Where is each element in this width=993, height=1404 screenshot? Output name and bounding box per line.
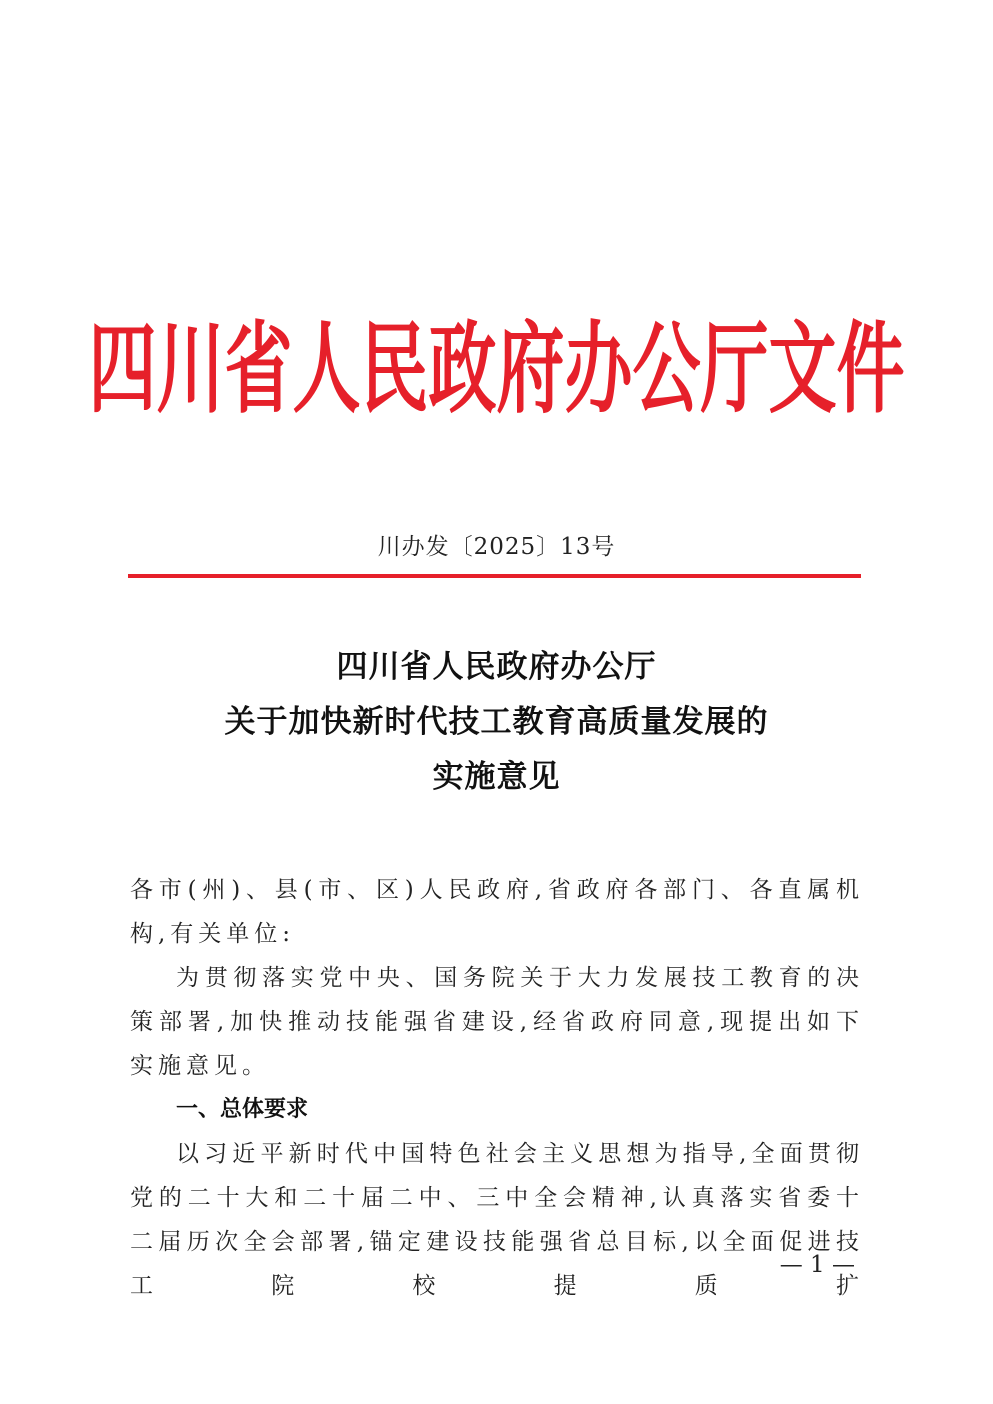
document-masthead xyxy=(88,296,905,427)
section-1-paragraph: 以习近平新时代中国特色社会主义思想为指导,全面贯彻党的二十大和二十届二中、三中全会精神,认真落实省委十二届历次全会部署,锚定建设技能强省总目标,以全面促进技工院校提质扩 xyxy=(130,1141,864,1299)
document-number: 川办发〔2025〕13号 xyxy=(377,534,616,560)
intro-paragraph: 为贯彻落实党中央、国务院关于大力发展技工教育的决策部署,加快推动技能强省建设,经省政府同意,现提出如下实施意见。 xyxy=(130,965,864,1079)
title-line-2: 关于加快新时代技工教育高质量发展的 xyxy=(224,704,769,740)
red-divider-line xyxy=(128,574,861,578)
document-title xyxy=(0,640,993,805)
masthead-title: 四川省人民政府办公厅文件 xyxy=(88,310,905,427)
title-line-1: 四川省人民政府办公厅 xyxy=(336,649,657,685)
section-heading-general-requirements: 一、总体要求 xyxy=(176,1097,309,1122)
addressee-paragraph: 各市(州)、县(市、区)人民政府,省政府各部门、各直属机构,有关单位: xyxy=(130,877,864,947)
title-line-3: 实施意见 xyxy=(432,759,561,795)
document-body xyxy=(130,868,864,1308)
page-number: — 1 — xyxy=(779,1252,855,1278)
